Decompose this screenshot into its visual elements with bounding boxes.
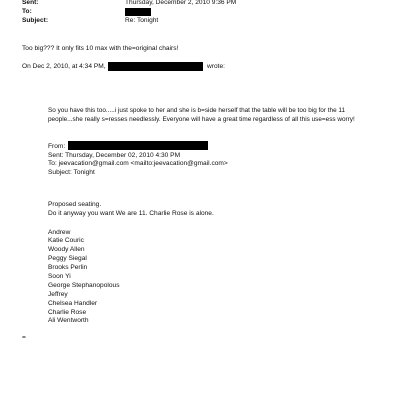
subject-label: Subject: <box>22 17 49 24</box>
trailing-mark: = <box>22 334 26 341</box>
reply-text: Too big??? It only fits 10 max with the=original chairs! <box>22 45 179 52</box>
seating-name: Woody Allen <box>48 246 85 253</box>
forward-to-line: To: jeevacation@gmail.com <mailto:jeevacation@gmail.com> <box>48 160 228 167</box>
forward-subject-line: Subject: Tonight <box>48 169 95 176</box>
quoted-line-2: people...she really s=resses needlessly. Everyone will have a great time regardless of all this use=ess worry! <box>48 116 355 123</box>
sent-value: Thursday, December 2, 2010 9:36 PM <box>125 0 237 6</box>
to-label: To: <box>22 8 32 15</box>
forward-sent-line: Sent: Thursday, December 02, 2010 4:30 PM <box>48 152 181 159</box>
seating-name: Soon Yi <box>48 273 71 280</box>
seating-name: Ali Wentworth <box>48 317 89 324</box>
subject-value: Re: Tonight <box>125 17 159 24</box>
forward-from-label: From: <box>48 143 66 150</box>
quote-intro-suffix: wrote: <box>207 63 225 70</box>
quote-intro-prefix: On Dec 2, 2010, at 4:34 PM, <box>22 63 106 70</box>
sent-label: Sent: <box>22 0 39 6</box>
seating-name: Brooks Perlin <box>48 264 88 271</box>
seating-name: Chelsea Handler <box>48 300 98 307</box>
forward-body-line-2: Do it anyway you want We are 11. Charlie Rose is alone. <box>48 210 214 217</box>
seating-name: George Stephanopolous <box>48 282 120 289</box>
redaction-box <box>108 62 203 71</box>
seating-name: Peggy Siegal <box>48 255 87 262</box>
seating-name: Katie Couric <box>48 237 84 244</box>
redaction-box <box>68 141 208 150</box>
forward-body-line-1: Proposed seating. <box>48 201 102 208</box>
seating-name: Charlie Rose <box>48 309 87 316</box>
seating-name: Andrew <box>48 229 71 236</box>
quoted-line-1: So you have this too.....i just spoke to her and she is b=side herself that the table will be too big for the 11 <box>48 107 346 114</box>
redaction-box <box>125 8 151 16</box>
seating-name: Jeffrey <box>48 291 68 298</box>
